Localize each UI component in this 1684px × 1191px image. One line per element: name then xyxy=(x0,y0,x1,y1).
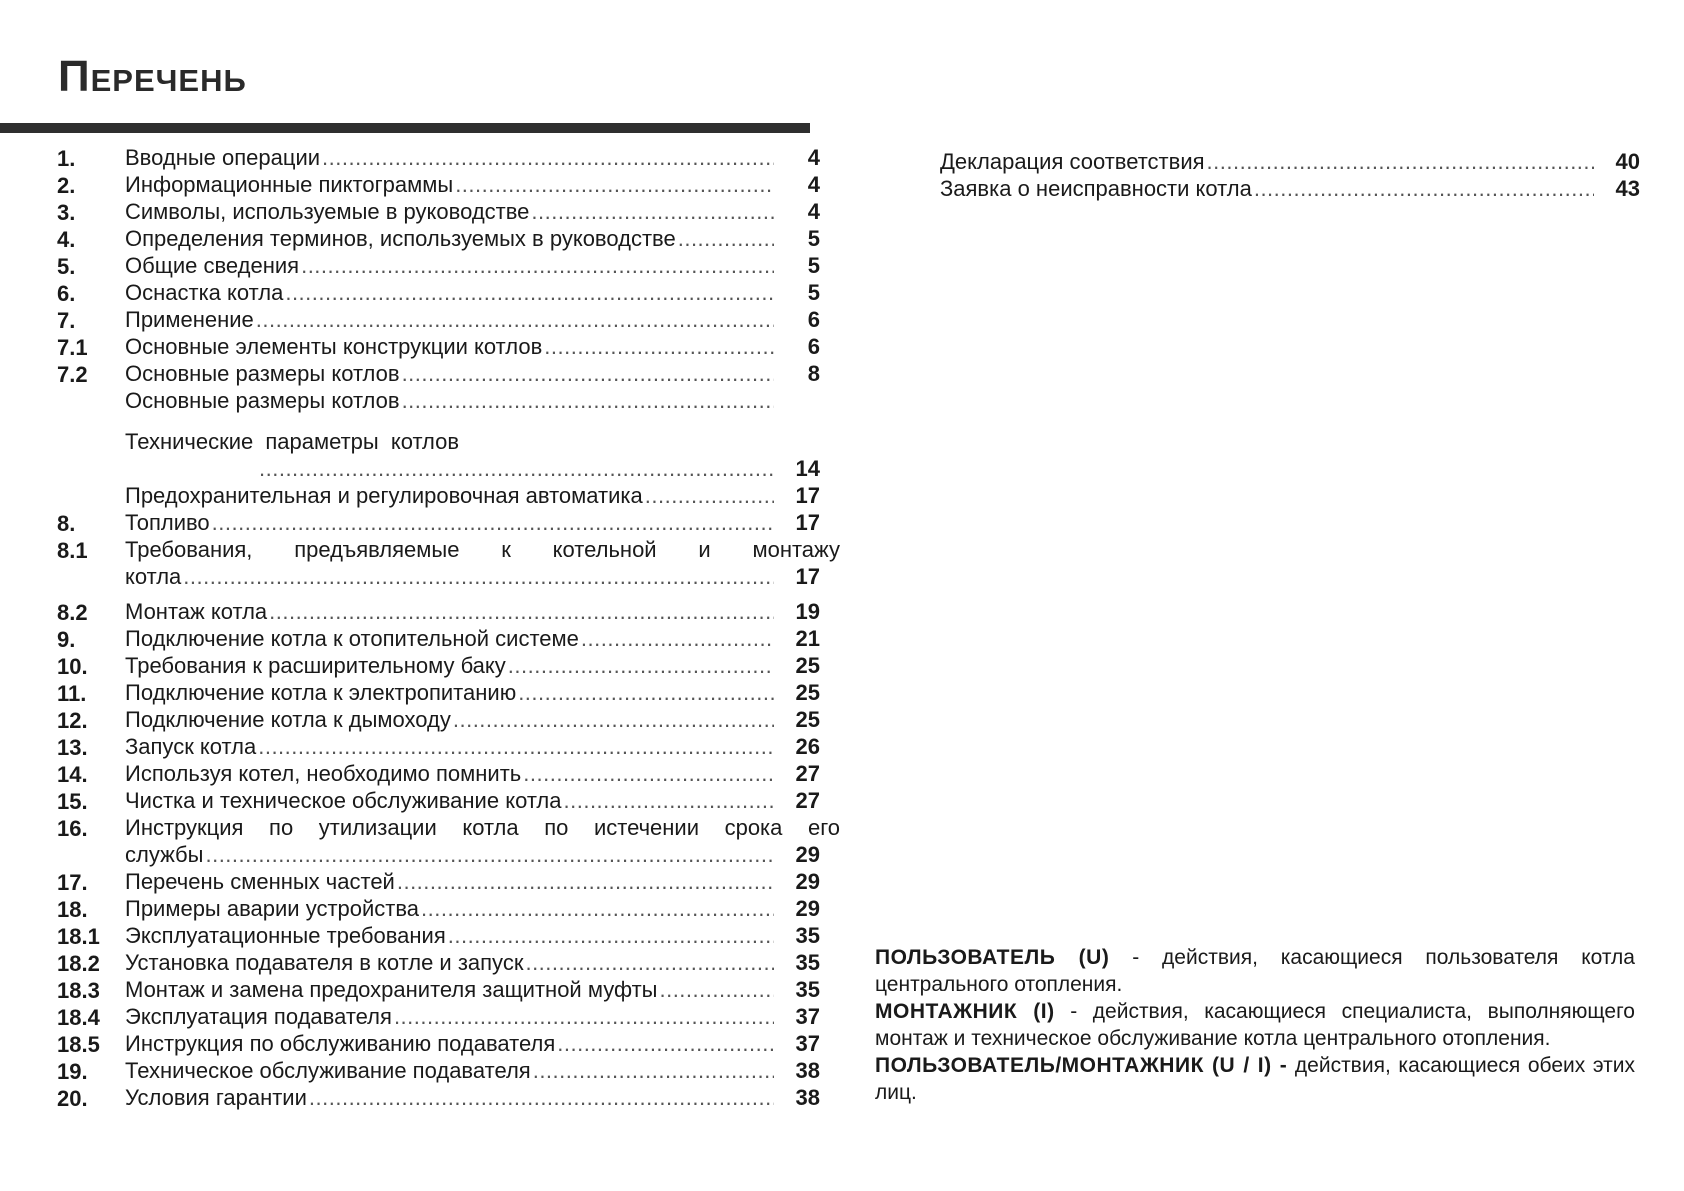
toc-row[interactable] xyxy=(57,679,820,706)
leader-dots xyxy=(453,706,774,733)
toc-label: Подключение котла к электропитанию xyxy=(125,680,517,705)
toc-row-continuation xyxy=(57,563,820,590)
toc-row[interactable] xyxy=(940,175,1640,202)
leader-dots xyxy=(557,1030,774,1057)
toc-page: 43 xyxy=(1615,176,1640,201)
toc-row[interactable] xyxy=(57,895,820,922)
leader-dots xyxy=(285,279,774,306)
toc-num: 3. xyxy=(57,200,76,225)
toc-page: 29 xyxy=(795,896,820,921)
toc-label: Предохранительная и регулировочная автоматика xyxy=(125,483,643,508)
toc-page: 14 xyxy=(795,456,820,481)
toc-row[interactable] xyxy=(57,1084,820,1111)
toc-row[interactable] xyxy=(57,598,820,625)
toc-label: Основные элементы конструкции котлов xyxy=(125,334,543,359)
toc-row[interactable] xyxy=(57,760,820,787)
leader-dots xyxy=(421,895,774,922)
toc-num: 18. xyxy=(57,897,88,922)
toc-num: 10. xyxy=(57,654,88,679)
leader-dots xyxy=(394,1003,774,1030)
leader-dots xyxy=(525,949,774,976)
toc-label: Требования, предъявляемые к котельной и монтажу xyxy=(125,537,840,562)
leader-dots xyxy=(659,976,774,1003)
toc-row[interactable] xyxy=(57,868,820,895)
toc-label: Оснастка котла xyxy=(125,280,284,305)
toc-page: 29 xyxy=(795,842,820,867)
legend-text: - действия, касающиеся пользователя котла центрального отопления. xyxy=(875,946,1635,996)
toc-page: 37 xyxy=(795,1031,820,1056)
leader-dots xyxy=(397,868,774,895)
toc-label: Монтаж и замена предохранителя защитной муфты xyxy=(125,977,658,1002)
toc-row[interactable] xyxy=(57,225,820,252)
toc-num: 9. xyxy=(57,627,76,652)
toc-page: 6 xyxy=(807,307,820,332)
toc-row[interactable] xyxy=(57,482,820,509)
toc-num: 8.2 xyxy=(57,600,88,625)
toc-num: 8. xyxy=(57,511,76,536)
toc-row[interactable] xyxy=(57,706,820,733)
toc-row[interactable] xyxy=(57,625,820,652)
toc-label: Топливо xyxy=(125,510,210,535)
toc-label: Монтаж котла xyxy=(125,599,268,624)
legend-text: действия, касающиеся обеих этих лиц. xyxy=(875,1054,1635,1104)
toc-num: 18.1 xyxy=(57,924,100,949)
toc-label: Перечень сменных частей xyxy=(125,869,395,894)
toc-label: Вводные операции xyxy=(125,145,321,170)
toc-label: Заявка о неисправности котла xyxy=(940,176,1252,201)
toc-label: Техническое обслуживание подавателя xyxy=(125,1058,531,1083)
title-divider xyxy=(0,123,810,133)
toc-label: Запуск котла xyxy=(125,734,257,759)
legend-user xyxy=(875,944,1635,998)
toc-num: 18.5 xyxy=(57,1032,100,1057)
toc-label: Чистка и техническое обслуживание котла xyxy=(125,788,562,813)
leader-dots xyxy=(678,225,774,252)
legend-term: ПОЛЬЗОВАТЕЛЬ (U) xyxy=(875,946,1110,969)
toc-num: 1. xyxy=(57,146,76,171)
toc-row[interactable] xyxy=(57,814,840,841)
toc-num: 15. xyxy=(57,789,88,814)
toc-page: 26 xyxy=(795,734,820,759)
legend-installer xyxy=(875,998,1635,1052)
toc-page: 27 xyxy=(795,788,820,813)
toc-page: 25 xyxy=(795,707,820,732)
toc-row[interactable] xyxy=(57,1057,820,1084)
toc-page: 21 xyxy=(795,626,820,651)
leader-dots xyxy=(531,198,774,225)
toc-num: 4. xyxy=(57,227,76,252)
leader-dots xyxy=(518,679,774,706)
toc-page: 40 xyxy=(1615,149,1640,174)
toc-page: 25 xyxy=(795,680,820,705)
toc-label: Установка подавателя в котле и запуск xyxy=(125,950,524,975)
toc-left xyxy=(57,144,840,1111)
toc-page: 6 xyxy=(807,334,820,359)
toc-label: Информационные пиктограммы xyxy=(125,172,454,197)
toc-num: 7. xyxy=(57,308,76,333)
legend-text: - действия, касающиеся специалиста, выполняющего монтаж и техническое обслуживание котла центрального отопления. xyxy=(875,1000,1635,1050)
toc-row[interactable] xyxy=(57,976,820,1003)
toc-label: Примеры аварии устройства xyxy=(125,896,420,921)
toc-num: 8.1 xyxy=(57,538,88,563)
leader-dots xyxy=(402,360,774,387)
toc-label: Используя котел, необходимо помнить xyxy=(125,761,522,786)
toc-label: Требования к расширительному баку xyxy=(125,653,506,678)
toc-num: 5. xyxy=(57,254,76,279)
leader-dots xyxy=(258,733,774,760)
toc-row[interactable] xyxy=(57,144,820,171)
toc-page: 35 xyxy=(795,923,820,948)
toc-num: 12. xyxy=(57,708,88,733)
toc-label: Общие сведения xyxy=(125,253,300,278)
toc-row[interactable] xyxy=(57,733,820,760)
toc-page: 4 xyxy=(807,145,820,170)
toc-row[interactable] xyxy=(57,922,820,949)
leader-dots xyxy=(581,625,774,652)
leader-dots xyxy=(183,563,774,590)
toc-num: 11. xyxy=(57,681,87,706)
toc-label: Инструкция по утилизации котла по истечении срока его xyxy=(125,815,840,840)
leader-dots xyxy=(205,841,774,868)
toc-row[interactable] xyxy=(57,652,820,679)
toc-num: 19. xyxy=(57,1059,88,1084)
toc-label: Условия гарантии xyxy=(125,1085,307,1110)
toc-label: Основные размеры котлов xyxy=(125,388,400,413)
leader-dots xyxy=(309,1084,774,1111)
toc-num: 2. xyxy=(57,173,76,198)
leader-dots xyxy=(523,760,774,787)
leader-dots xyxy=(1207,148,1594,175)
toc-row[interactable] xyxy=(57,509,820,536)
toc-row[interactable] xyxy=(57,171,820,198)
toc-label: Применение xyxy=(125,307,254,332)
toc-page: 8 xyxy=(807,361,820,386)
leader-dots xyxy=(533,1057,774,1084)
toc-row[interactable] xyxy=(57,279,820,306)
toc-page: 38 xyxy=(795,1058,820,1083)
page-title: Перечень xyxy=(58,52,247,101)
toc-row[interactable] xyxy=(57,306,820,333)
toc-page: 19 xyxy=(795,599,820,624)
toc-page: 17 xyxy=(795,564,820,589)
toc-label: Эксплуатационные требования xyxy=(125,923,446,948)
toc-num: 7.1 xyxy=(57,335,88,360)
toc-page: 5 xyxy=(807,226,820,251)
toc-num: 16. xyxy=(57,816,88,841)
leader-dots xyxy=(269,598,774,625)
toc-page: 35 xyxy=(795,977,820,1002)
toc-num: 6. xyxy=(57,281,76,306)
toc-row[interactable] xyxy=(57,949,820,976)
toc-row-continuation xyxy=(57,841,820,868)
toc-page: 35 xyxy=(795,950,820,975)
leader-dots xyxy=(322,144,774,171)
legend-term: МОНТАЖНИК (I) xyxy=(875,1000,1055,1023)
toc-page: 5 xyxy=(807,280,820,305)
leader-dots xyxy=(212,509,774,536)
legend-term: ПОЛЬЗОВАТЕЛЬ/МОНТАЖНИК (U / I) - xyxy=(875,1054,1288,1077)
toc-row[interactable] xyxy=(57,333,820,360)
toc-page: 5 xyxy=(807,253,820,278)
toc-row[interactable] xyxy=(57,787,820,814)
toc-label: Инструкция по обслуживанию подавателя xyxy=(125,1031,556,1056)
leader-dots xyxy=(448,922,774,949)
leader-dots xyxy=(564,787,775,814)
legend-both xyxy=(875,1052,1635,1106)
toc-label: Подключение котла к отопительной системе xyxy=(125,626,579,651)
toc-num: 13. xyxy=(57,735,88,760)
toc-page: 4 xyxy=(807,172,820,197)
toc-label-continued: котла xyxy=(125,564,182,589)
leader-dots xyxy=(301,252,774,279)
toc-label: Символы, используемые в руководстве xyxy=(125,199,530,224)
toc-page: 17 xyxy=(795,510,820,535)
leader-dots xyxy=(402,387,774,414)
toc-label: Основные размеры котлов xyxy=(125,361,400,386)
leader-dots xyxy=(259,455,774,482)
toc-label: Подключение котла к дымоходу xyxy=(125,707,451,732)
toc-num: 18.3 xyxy=(57,978,100,1003)
toc-row[interactable] xyxy=(57,198,820,225)
toc-page: 17 xyxy=(795,483,820,508)
toc-num: 20. xyxy=(57,1086,88,1111)
toc-page: 27 xyxy=(795,761,820,786)
toc-row-continuation xyxy=(57,455,820,482)
toc-page: 4 xyxy=(807,199,820,224)
leader-dots xyxy=(645,482,774,509)
toc-label: Эксплуатация подавателя xyxy=(125,1004,392,1029)
toc-row[interactable] xyxy=(57,360,820,387)
role-legend xyxy=(875,944,1635,1106)
leader-dots xyxy=(544,333,774,360)
toc-label-continued: службы xyxy=(125,842,204,867)
toc-num: 18.4 xyxy=(57,1005,100,1030)
toc-label: Технические параметры котлов xyxy=(125,429,460,454)
leader-dots xyxy=(1254,175,1594,202)
toc-row[interactable] xyxy=(57,1030,820,1057)
toc-label: Определения терминов, используемых в руководстве xyxy=(125,226,676,251)
toc-row[interactable] xyxy=(57,252,820,279)
toc-page: 37 xyxy=(795,1004,820,1029)
toc-row[interactable] xyxy=(57,536,840,563)
toc-right xyxy=(940,148,1640,202)
toc-num: 14. xyxy=(57,762,88,787)
toc-row[interactable] xyxy=(57,428,820,455)
toc-row[interactable] xyxy=(57,387,820,414)
toc-row[interactable] xyxy=(940,148,1640,175)
toc-num: 17. xyxy=(57,870,88,895)
toc-row[interactable] xyxy=(57,1003,820,1030)
leader-dots xyxy=(508,652,774,679)
toc-page: 25 xyxy=(795,653,820,678)
toc-page: 38 xyxy=(795,1085,820,1110)
leader-dots xyxy=(256,306,774,333)
toc-page: 29 xyxy=(795,869,820,894)
leader-dots xyxy=(455,171,774,198)
toc-label: Декларация соответствия xyxy=(940,149,1205,174)
toc-num: 18.2 xyxy=(57,951,100,976)
toc-num: 7.2 xyxy=(57,362,88,387)
